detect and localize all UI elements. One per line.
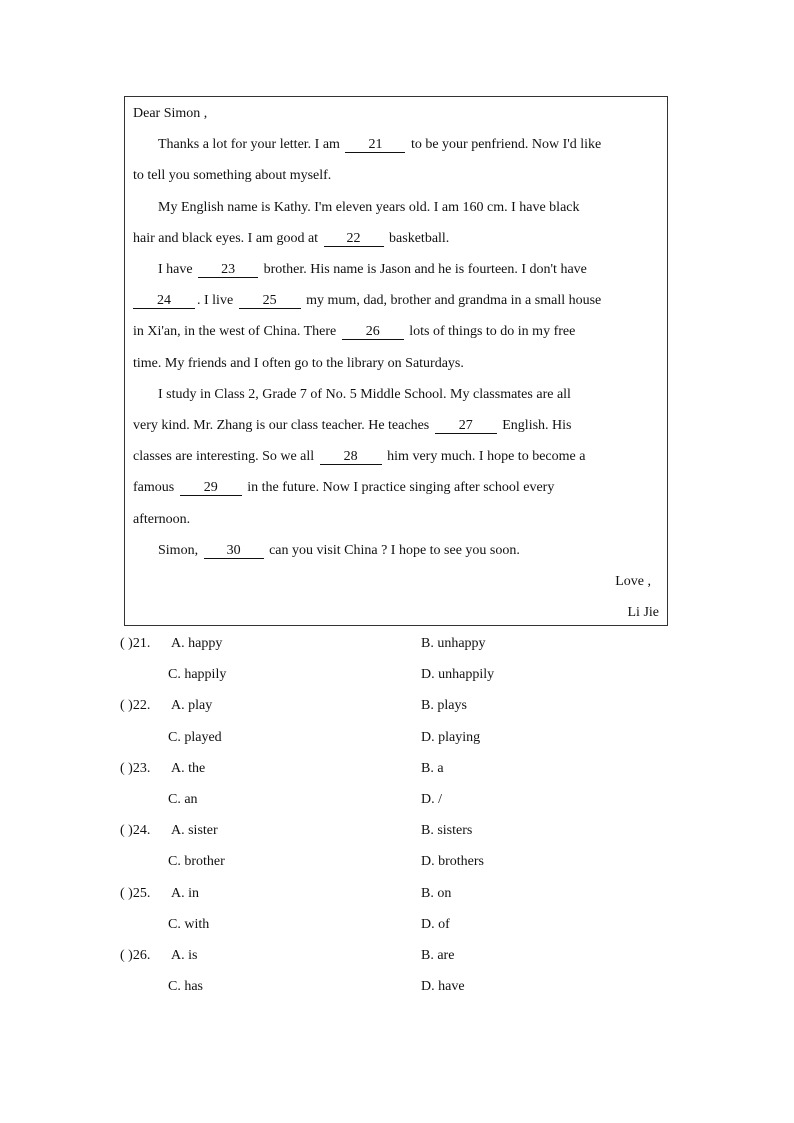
- letter-line: 24 . I live 25 my mum, dad, brother and grandma in a small house: [133, 292, 601, 310]
- blank-25: 25: [239, 293, 301, 309]
- letter-box: [124, 96, 668, 626]
- option-d: D. playing: [421, 730, 481, 745]
- option-c: C. happily: [168, 667, 227, 682]
- blank-27: 27: [435, 418, 497, 434]
- letter-line: I study in Class 2, Grade 7 of No. 5 Middle School. My classmates are all: [158, 387, 571, 402]
- option-a: A. sister: [171, 823, 218, 838]
- question-number: ( )24.: [120, 823, 151, 838]
- question-number: ( )25.: [120, 886, 151, 901]
- option-b: B. on: [421, 886, 452, 901]
- letter-line: hair and black eyes. I am good at 22 basketball.: [133, 231, 450, 246]
- option-c: C. has: [168, 979, 203, 994]
- option-a: A. in: [171, 886, 199, 901]
- option-b: B. are: [421, 948, 455, 963]
- option-d: D. of: [421, 917, 450, 932]
- option-b: B. unhappy: [421, 636, 486, 651]
- letter-line: time. My friends and I often go to the library on Saturdays.: [133, 356, 464, 371]
- question-number: ( )26.: [120, 948, 151, 963]
- letter-line: very kind. Mr. Zhang is our class teacher. He teaches 27 English. His: [133, 418, 572, 433]
- blank-22: 22: [324, 231, 384, 247]
- letter-line: classes are interesting. So we all 28 him very much. I hope to become a: [133, 449, 586, 464]
- option-b: B. plays: [421, 698, 467, 713]
- option-a: A. play: [171, 698, 213, 713]
- letter-line: I have 23 brother. His name is Jason and he is fourteen. I don't have: [158, 262, 587, 277]
- option-a: A. happy: [171, 636, 223, 651]
- option-b: B. a: [421, 761, 444, 776]
- letter-salutation: Dear Simon ,: [133, 106, 208, 121]
- letter-line: in Xi'an, in the west of China. There 26 lots of things to do in my free: [133, 324, 576, 339]
- option-c: C. played: [168, 730, 222, 745]
- blank-29: 29: [180, 480, 242, 496]
- letter-line: to tell you something about myself.: [133, 168, 332, 183]
- question-number: ( )23.: [120, 761, 151, 776]
- option-c: C. brother: [168, 854, 225, 869]
- option-a: A. the: [171, 761, 206, 776]
- letter-line: Thanks a lot for your letter. I am 21 to be your penfriend. Now I'd like: [158, 137, 602, 152]
- option-c: C. an: [168, 792, 198, 807]
- blank-24: 24: [133, 293, 195, 309]
- option-b: B. sisters: [421, 823, 473, 838]
- letter-line: famous 29 in the future. Now I practice singing after school every: [133, 480, 555, 495]
- option-d: D. /: [421, 792, 442, 807]
- question-number: ( )21.: [120, 636, 151, 651]
- letter-closing: Love ,: [615, 574, 651, 589]
- option-c: C. with: [168, 917, 210, 932]
- letter-line: afternoon.: [133, 512, 191, 527]
- option-d: D. have: [421, 979, 465, 994]
- blank-28: 28: [320, 449, 382, 465]
- blank-21: 21: [345, 137, 405, 153]
- letter-signature: Li Jie: [627, 605, 659, 620]
- option-d: D. brothers: [421, 854, 484, 869]
- question-number: ( )22.: [120, 698, 151, 713]
- letter-line: Simon, 30 can you visit China ? I hope to see you soon.: [158, 543, 520, 558]
- blank-30: 30: [204, 543, 264, 559]
- option-a: A. is: [171, 948, 198, 963]
- blank-23: 23: [198, 262, 258, 278]
- option-d: D. unhappily: [421, 667, 495, 682]
- blank-26: 26: [342, 324, 404, 340]
- letter-line: My English name is Kathy. I'm eleven years old. I am 160 cm. I have black: [158, 200, 580, 215]
